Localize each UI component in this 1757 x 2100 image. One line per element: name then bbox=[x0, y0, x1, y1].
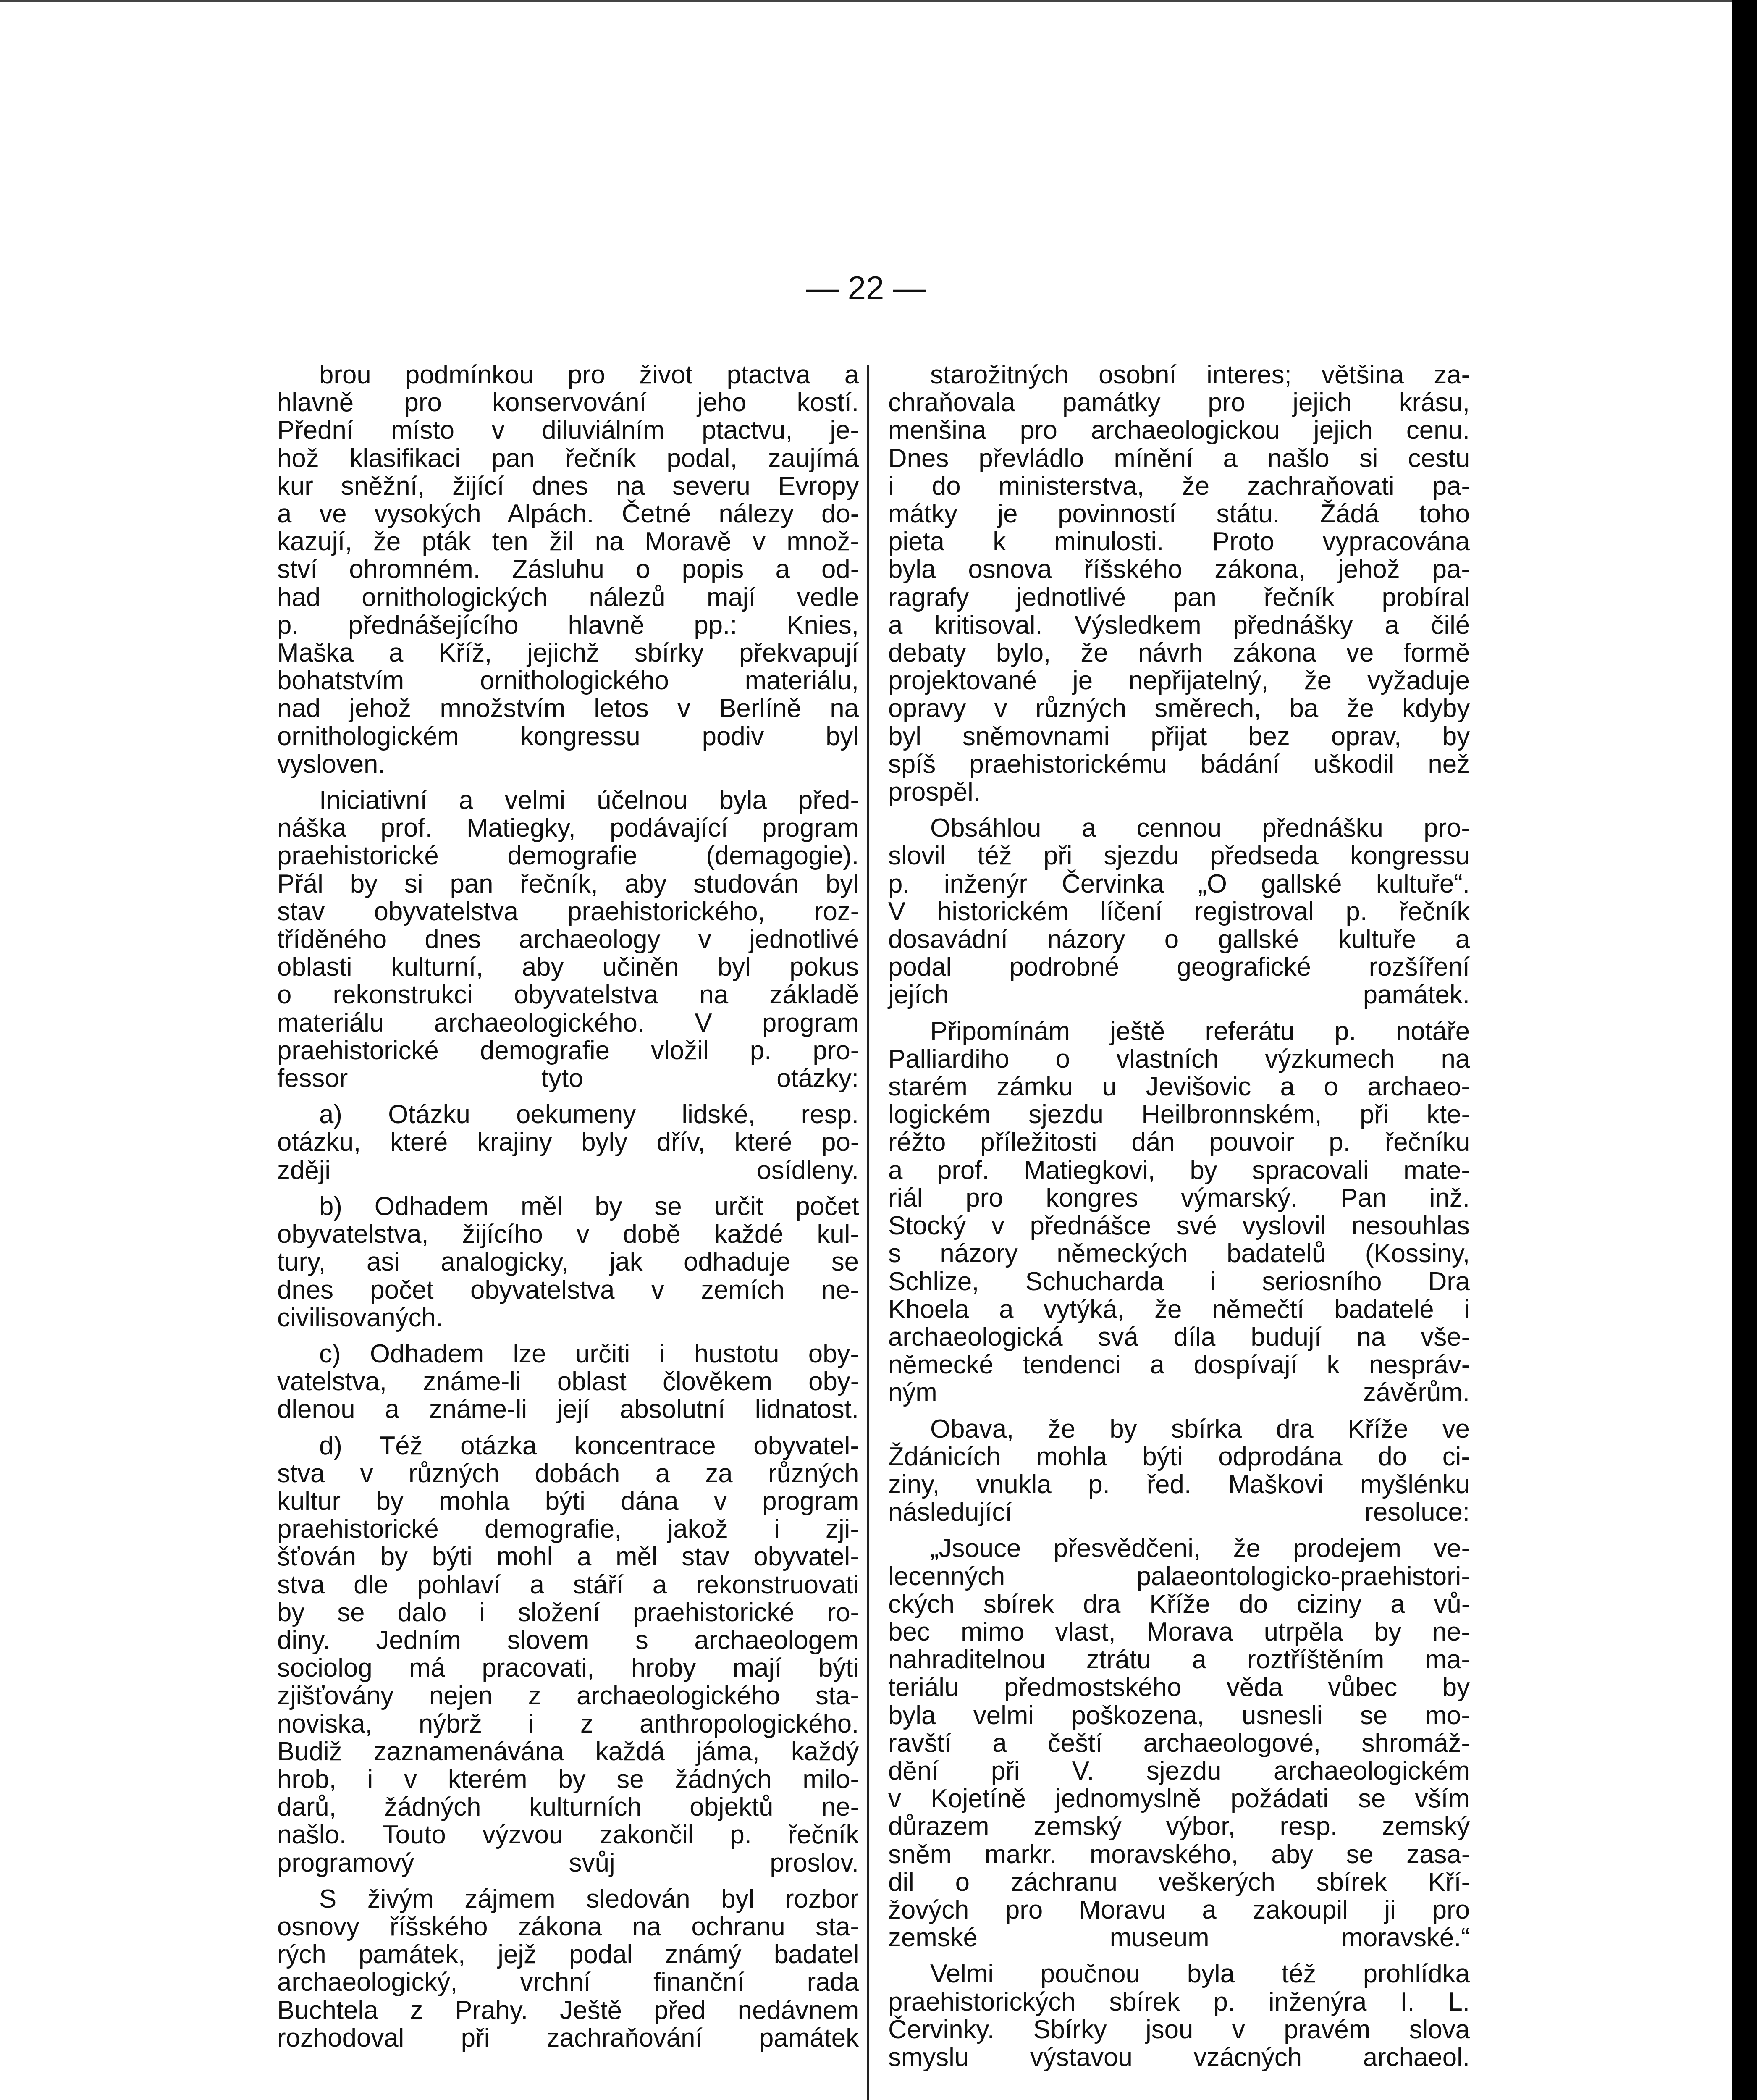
text-line: prospěl. bbox=[888, 777, 981, 807]
text-line: Buchtela z Prahy. Ještě před nedávnem bbox=[277, 1995, 859, 2025]
text-line: praehistorických sbírek p. inženýra I. L. bbox=[888, 1987, 1470, 2016]
text-line: dlenou a známe-li její absolutní lidnatost. bbox=[277, 1395, 859, 1424]
text-line: diny. Jedním slovem s archaeologem bbox=[277, 1625, 859, 1655]
text-line: zjišťovány nejen z archaeologického sta- bbox=[277, 1681, 859, 1711]
text-line: smyslu výstavou vzácných archaeol. bbox=[888, 2042, 1470, 2072]
text-line: teriálu předmostského věda vůbec by bbox=[888, 1673, 1470, 1702]
text-line: slovil též při sjezdu předseda kongressu bbox=[888, 841, 1470, 871]
text-line: praehistorické demografie (demagogie). bbox=[277, 841, 859, 871]
text-line: mátky je povinností státu. Žádá toho bbox=[888, 499, 1470, 529]
text-line: dění při V. sjezdu archaeologickém bbox=[888, 1756, 1470, 1785]
text-line: bohatstvím ornithologického materiálu, bbox=[277, 666, 859, 696]
column-rule bbox=[867, 365, 869, 2100]
paragraph bbox=[277, 1193, 859, 1332]
text-line: vysloven. bbox=[277, 749, 385, 779]
paragraph bbox=[277, 1340, 859, 1424]
text-line: šťován by býti mohl a měl stav obyvatel- bbox=[277, 1542, 859, 1572]
text-line: S živým zájmem sledován byl rozbor bbox=[319, 1884, 859, 1914]
text-line: dil o záchranu veškerých sbírek Kří- bbox=[888, 1867, 1470, 1897]
text-line: sociolog má pracovati, hroby mají býti bbox=[277, 1654, 859, 1683]
text-line: ornithologickém kongressu podiv byl bbox=[277, 722, 859, 751]
text-line: německé tendenci a dospívají k nespráv- bbox=[888, 1350, 1470, 1380]
text-line: hož klasifikaci pan řečník podal, zaujímá bbox=[277, 444, 859, 473]
text-line: hrob, i v kterém by se žádných milo- bbox=[277, 1764, 859, 1794]
text-line: kazují, že pták ten žil na Moravě v množ- bbox=[277, 527, 859, 556]
text-line: V historickém líčení registroval p. řečník bbox=[888, 897, 1470, 926]
text-line: v Kojetíně jednomyslně požádati se vším bbox=[888, 1784, 1470, 1814]
text-line: náška prof. Matiegky, podávající program bbox=[277, 814, 859, 843]
text-line: materiálu archaeologického. V program bbox=[277, 1008, 859, 1037]
text-line: rých památek, jejž podal známý badatel bbox=[277, 1940, 859, 1969]
paragraph bbox=[277, 361, 859, 778]
text-line: starém zámku u Jevišovic a o archaeo- bbox=[888, 1072, 1470, 1102]
text-line: Ždánicích mohla býti odprodána do ci- bbox=[888, 1442, 1470, 1471]
text-line: darů, žádných kulturních objektů ne- bbox=[277, 1793, 859, 1822]
paragraph bbox=[888, 1960, 1470, 2071]
paragraph bbox=[277, 1101, 859, 1184]
text-line: Palliardiho o vlastních výzkumech na bbox=[888, 1044, 1470, 1074]
left-column bbox=[277, 361, 859, 2052]
text-line: ství ohromném. Zásluhu o popis a od- bbox=[277, 555, 859, 584]
text-line: obyvatelstva, žijícího v době každé kul- bbox=[277, 1220, 859, 1249]
text-line: Červinky. Sbírky jsou v pravém slova bbox=[888, 2015, 1470, 2044]
text-line: kur sněžní, žijící dnes na severu Evropy bbox=[277, 471, 859, 501]
text-line: civilisovaných. bbox=[277, 1303, 443, 1332]
text-line: bec mimo vlast, Morava utrpěla by ne- bbox=[888, 1617, 1470, 1646]
text-line: logickém sjezdu Heilbronnském, při kte- bbox=[888, 1100, 1470, 1129]
text-line: by se dalo i složení praehistorické ro- bbox=[277, 1598, 859, 1627]
text-line: otázku, které krajiny byly dřív, které po- bbox=[277, 1128, 859, 1157]
text-line: fessor tyto otázky: bbox=[277, 1064, 859, 1093]
text-line: Přál by si pan řečník, aby studován byl bbox=[277, 869, 859, 898]
text-line: Stocký v přednášce své vyslovil nesouhlas bbox=[888, 1211, 1470, 1241]
text-line: ravští a čeští archaeologové, shromáž- bbox=[888, 1728, 1470, 1758]
text-line: a prof. Matiegkovi, by spracovali mate- bbox=[888, 1155, 1470, 1185]
text-line: p. inženýr Červinka „O gallské kultuře“. bbox=[888, 869, 1470, 898]
text-line: dosavádní názory o gallské kultuře a bbox=[888, 925, 1470, 954]
text-line: Khoela a vytýká, že němečtí badatelé i bbox=[888, 1294, 1470, 1324]
text-line: a) Otázku oekumeny lidské, resp. bbox=[319, 1100, 859, 1129]
right-column bbox=[888, 361, 1470, 2071]
text-line: i do ministerstva, že zachraňovati pa- bbox=[888, 471, 1470, 501]
text-line: praehistorické demografie vložil p. pro- bbox=[277, 1036, 859, 1065]
text-line: riál pro kongres výmarský. Pan inž. bbox=[888, 1183, 1470, 1213]
text-line: zemské museum moravské.“ bbox=[888, 1923, 1470, 1953]
text-line: Maška a Kříž, jejichž sbírky překvapují bbox=[277, 638, 859, 668]
text-line: osnovy říšského zákona na ochranu sta- bbox=[277, 1912, 859, 1941]
text-line: brou podmínkou pro život ptactva a bbox=[319, 360, 859, 389]
text-line: byl sněmovnami přijat bez oprav, by bbox=[888, 722, 1470, 751]
text-line: tury, asi analogicky, jak odhaduje se bbox=[277, 1247, 859, 1277]
text-line: Obsáhlou a cennou přednášku pro- bbox=[930, 814, 1470, 843]
paragraph bbox=[888, 1018, 1470, 1407]
text-line: „Jsouce přesvědčeni, že prodejem ve- bbox=[930, 1534, 1470, 1563]
text-line: archaeologická svá díla budují na vše- bbox=[888, 1322, 1470, 1352]
paragraph bbox=[888, 814, 1470, 1009]
text-line: c) Odhadem lze určiti i hustotu oby- bbox=[319, 1339, 859, 1368]
text-line: Iniciativní a velmi účelnou byla před- bbox=[319, 786, 859, 815]
text-line: nahraditelnou ztrátu a roztříštěním ma- bbox=[888, 1645, 1470, 1675]
text-line: jejích památek. bbox=[888, 980, 1470, 1010]
paragraph bbox=[888, 1415, 1470, 1527]
text-line: zději osídleny. bbox=[277, 1155, 859, 1185]
text-line: p. přednášejícího hlavně pp.: Knies, bbox=[277, 610, 859, 640]
text-line: d) Též otázka koncentrace obyvatel- bbox=[319, 1431, 859, 1460]
text-line: Dnes převládlo mínění a našlo si cestu bbox=[888, 444, 1470, 473]
text-line: Obava, že by sbírka dra Kříže ve bbox=[930, 1414, 1470, 1444]
text-line: programový svůj proslov. bbox=[277, 1848, 859, 1877]
text-line: Připomínám ještě referátu p. notáře bbox=[930, 1016, 1470, 1046]
text-line: Budiž zaznamenávána každá jáma, každý bbox=[277, 1737, 859, 1766]
text-line: o rekonstrukci obyvatelstva na základě bbox=[277, 980, 859, 1010]
text-line: ziny, vnukla p. řed. Maškovi myšlénku bbox=[888, 1470, 1470, 1499]
text-line: menšina pro archaeologickou jejich cenu. bbox=[888, 416, 1470, 445]
text-line: sněm markr. moravského, aby se zasa- bbox=[888, 1840, 1470, 1869]
paragraph bbox=[888, 1535, 1470, 1952]
text-line: archaeologický, vrchní finanční rada bbox=[277, 1968, 859, 1997]
text-line: praehistorické demografie, jakož i zji- bbox=[277, 1515, 859, 1544]
scan-border-top bbox=[0, 0, 1732, 2]
text-line: stav obyvatelstva praehistorického, roz- bbox=[277, 897, 859, 926]
text-line: stva dle pohlaví a stáří a rekonstruovati bbox=[277, 1570, 859, 1599]
paragraph bbox=[277, 787, 859, 1092]
page-number: — 22 — bbox=[805, 269, 926, 306]
text-line: ragrafy jednotlivé pan řečník probíral bbox=[888, 583, 1470, 612]
text-line: Velmi poučnou byla též prohlídka bbox=[930, 1959, 1470, 1989]
paragraph bbox=[277, 1432, 859, 1877]
text-line: debaty bylo, že návrh zákona ve formě bbox=[888, 638, 1470, 668]
text-line: podal podrobné geografické rozšíření bbox=[888, 953, 1470, 982]
paragraph bbox=[277, 1885, 859, 2052]
text-line: nad jehož množstvím letos v Berlíně na bbox=[277, 694, 859, 723]
text-line: ckých sbírek dra Kříže do ciziny a vů- bbox=[888, 1589, 1470, 1619]
text-line: vatelstva, známe-li oblast člověkem oby- bbox=[277, 1367, 859, 1396]
text-line: pieta k minulosti. Proto vypracována bbox=[888, 527, 1470, 556]
text-line: opravy v různých směrech, ba že kdyby bbox=[888, 694, 1470, 723]
text-line: projektované je nepřijatelný, že vyžaduje bbox=[888, 666, 1470, 696]
text-line: důrazem zemský výbor, resp. zemský bbox=[888, 1812, 1470, 1841]
text-line: starožitných osobní interes; většina za- bbox=[930, 360, 1470, 389]
text-line: stva v různých dobách a za různých bbox=[277, 1459, 859, 1488]
text-line: had ornithologických nálezů mají vedle bbox=[277, 583, 859, 612]
text-line: a kritisoval. Výsledkem přednášky a čilé bbox=[888, 610, 1470, 640]
text-line: Schlize, Schucharda i seriosního Dra bbox=[888, 1267, 1470, 1296]
text-line: rozhodoval při zachraňování památek bbox=[277, 2023, 859, 2053]
text-line: hlavně pro konservování jeho kostí. bbox=[277, 388, 859, 417]
text-line: kultur by mohla býti dána v program bbox=[277, 1486, 859, 1516]
text-line: spíš praehistorickému bádání uškodil než bbox=[888, 749, 1470, 779]
text-line: následující resoluce: bbox=[888, 1498, 1470, 1527]
text-line: tříděného dnes archaeology v jednotlivé bbox=[277, 925, 859, 954]
text-line: dnes počet obyvatelstva v zemích ne- bbox=[277, 1275, 859, 1305]
text-line: byla velmi poškozena, usnesli se mo- bbox=[888, 1701, 1470, 1730]
text-line: a ve vysokých Alpách. Četné nálezy do- bbox=[277, 499, 859, 529]
text-line: Přední místo v diluviálním ptactvu, je- bbox=[277, 416, 859, 445]
scan-edge-right bbox=[1732, 0, 1757, 2100]
text-line: žových pro Moravu a zakoupil ji pro bbox=[888, 1895, 1470, 1924]
text-line: réžto příležitosti dán pouvoir p. řečníku bbox=[888, 1128, 1470, 1157]
text-line: našlo. Touto výzvou zakončil p. řečník bbox=[277, 1820, 859, 1850]
paragraph bbox=[888, 361, 1470, 806]
text-line: ným závěrům. bbox=[888, 1378, 1470, 1407]
text-line: b) Odhadem měl by se určit počet bbox=[319, 1192, 859, 1221]
text-line: chraňovala památky pro jejich krásu, bbox=[888, 388, 1470, 417]
text-line: byla osnova říšského zákona, jehož pa- bbox=[888, 555, 1470, 584]
text-line: noviska, nýbrž i z anthropologického. bbox=[277, 1709, 859, 1738]
text-line: oblasti kulturní, aby učiněn byl pokus bbox=[277, 953, 859, 982]
text-line: lecenných palaeontologicko-praehistori- bbox=[888, 1562, 1470, 1591]
text-line: s názory německých badatelů (Kossiny, bbox=[888, 1239, 1470, 1268]
